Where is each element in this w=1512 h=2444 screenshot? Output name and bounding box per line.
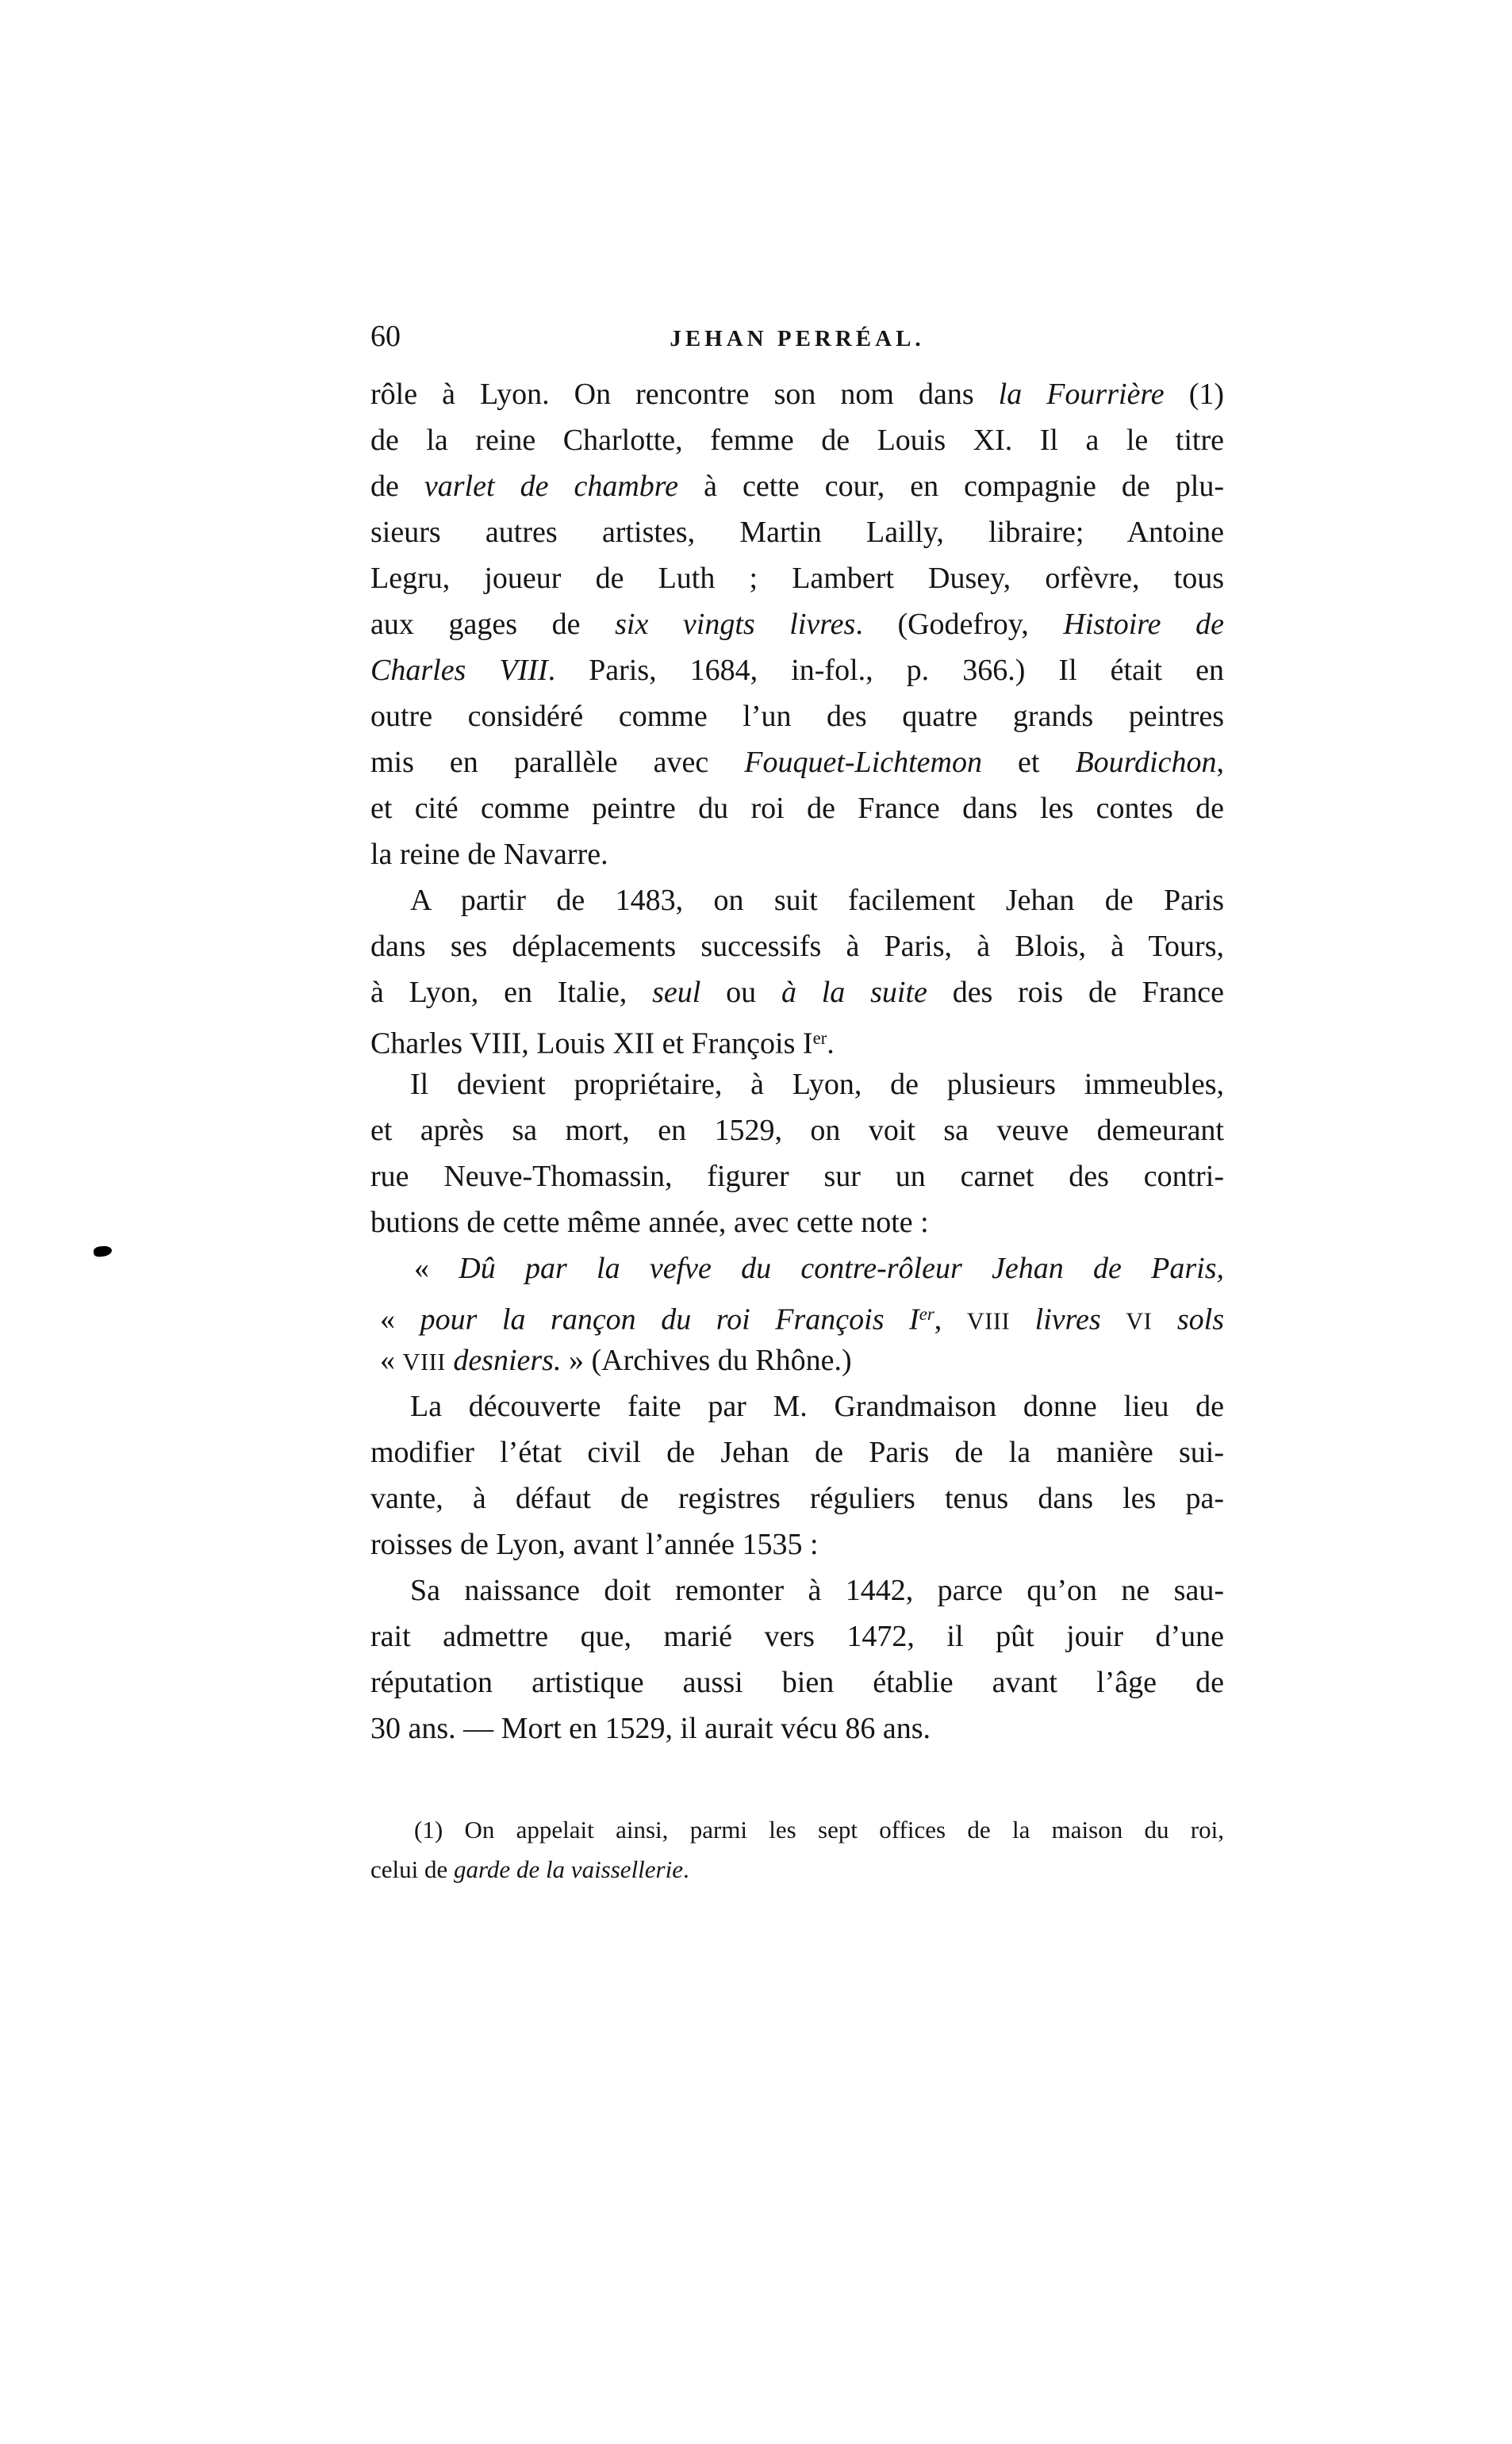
text-line	[370, 693, 1224, 739]
text-segment: VIII	[402, 1349, 446, 1375]
text-segment: sieurs autres artistes, Martin Lailly, libraire; Antoine	[370, 516, 1224, 549]
text-segment: aux gages de	[370, 608, 616, 641]
text-segment: outre considéré comme l’un des quatre grands peintres	[370, 700, 1224, 733]
text-line	[370, 877, 1224, 923]
text-line	[370, 1245, 1224, 1291]
text-segment: VI	[1126, 1307, 1153, 1335]
footnote	[370, 1810, 1224, 1890]
text-line	[370, 1429, 1224, 1475]
text-line	[370, 1659, 1224, 1705]
text-segment: rôle à Lyon. On rencontre son nom dans	[370, 378, 999, 411]
text-line	[370, 417, 1224, 463]
text-segment: er	[919, 1304, 934, 1324]
text-segment: de la reine Charlotte, femme de Louis XI. Il a le titre	[370, 424, 1224, 457]
text-line	[370, 1383, 1224, 1429]
text-line	[370, 1061, 1224, 1107]
text-segment: «	[414, 1252, 459, 1285]
ink-blot	[93, 1245, 112, 1257]
text-segment: roisses de Lyon, avant l’année 1535 :	[370, 1528, 819, 1561]
body-text	[370, 371, 1224, 1751]
text-segment: Bourdichon	[1075, 746, 1217, 779]
text-segment: Histoire de	[1063, 608, 1224, 641]
text-line	[370, 1850, 1224, 1890]
text-segment: et cité comme peintre du roi de France dans les contes de	[370, 792, 1224, 825]
text-segment: (1) On appelait ainsi, parmi les sept offices de la maison du roi,	[414, 1816, 1224, 1844]
text-segment: butions de cette même année, avec cette note :	[370, 1206, 929, 1239]
text-segment: .	[683, 1855, 689, 1883]
text-line	[370, 1567, 1224, 1613]
text-segment: 30 ans. — Mort en 1529, il aurait vécu 86 ans.	[370, 1712, 931, 1745]
text-segment: garde de la vaissellerie	[454, 1855, 683, 1883]
text-segment: ,	[934, 1303, 967, 1337]
text-segment: modifier l’état civil de Jehan de Paris de la manière sui-	[370, 1436, 1224, 1469]
text-segment: A partir de 1483, on suit facilement Jehan de Paris	[410, 884, 1224, 917]
text-segment: rait admettre que, marié vers 1472, il pût jouir d’une	[370, 1620, 1224, 1653]
text-segment: Sa naissance doit remonter à 1442, parce qu’on ne sau-	[410, 1574, 1224, 1607]
text-segment: la reine de Navarre.	[370, 838, 608, 871]
text-segment: . Paris, 1684, in-fol., p. 366.) Il était en	[547, 654, 1224, 687]
text-segment: et après sa mort, en 1529, on voit sa veuve demeurant	[370, 1114, 1224, 1147]
text-segment: ou	[700, 976, 781, 1009]
text-segment: . (Godefroy,	[855, 608, 1064, 641]
text-line	[370, 1015, 1224, 1061]
text-line	[370, 509, 1224, 555]
text-line	[370, 1705, 1224, 1751]
text-segment: six vingts livres	[615, 608, 856, 641]
text-segment: Il devient propriétaire, à Lyon, de plusieurs immeubles,	[410, 1068, 1224, 1101]
text-segment: varlet de chambre	[424, 470, 679, 503]
text-segment	[1101, 1303, 1126, 1336]
text-line	[370, 371, 1224, 417]
text-line	[370, 969, 1224, 1015]
text-segment: Fouquet-Lichtemon	[744, 746, 982, 779]
text-line	[370, 1810, 1224, 1850]
text-line	[370, 463, 1224, 509]
text-segment	[446, 1344, 454, 1377]
text-segment: et	[981, 746, 1076, 779]
text-line	[370, 1475, 1224, 1521]
text-line	[370, 1613, 1224, 1659]
text-line	[370, 601, 1224, 647]
text-segment: dans ses déplacements successifs à Paris, à Blois, à Tours,	[370, 930, 1224, 963]
text-segment: Charles VIII, Louis XII et François I	[370, 1026, 813, 1061]
text-segment: à Lyon, en Italie,	[370, 976, 653, 1009]
text-segment: sols	[1176, 1303, 1224, 1337]
text-segment: ,	[1216, 746, 1224, 779]
text-segment: à cette cour, en compagnie de plu-	[678, 470, 1224, 503]
text-segment: Dû par la vefve du contre-rôleur Jehan de Paris,	[459, 1252, 1224, 1285]
text-segment: pour la rançon du roi François I	[420, 1303, 919, 1337]
text-line	[370, 739, 1224, 785]
text-segment: «	[380, 1303, 420, 1337]
text-segment: Charles VIII	[370, 654, 548, 687]
text-line	[370, 1337, 1224, 1383]
text-segment: réputation artistique aussi bien établie avant l’âge de	[370, 1666, 1224, 1699]
text-line	[370, 923, 1224, 969]
text-line	[370, 1153, 1224, 1199]
text-segment: mis en parallèle avec	[370, 746, 745, 779]
text-segment: (1)	[1164, 378, 1224, 411]
text-segment: er	[812, 1028, 827, 1048]
text-line	[370, 785, 1224, 831]
text-segment: » (Archives du Rhône.)	[561, 1344, 852, 1377]
text-segment	[1010, 1303, 1035, 1336]
text-segment: livres	[1034, 1303, 1101, 1337]
text-segment: vante, à défaut de registres réguliers tenus dans les pa-	[370, 1482, 1224, 1515]
text-segment: Legru, joueur de Luth ; Lambert Dusey, orfèvre, tous	[370, 562, 1224, 595]
text-segment	[1152, 1303, 1177, 1336]
text-segment: celui de	[370, 1855, 455, 1883]
page-number: 60	[370, 320, 401, 353]
text-segment: La découverte faite par M. Grandmaison donne lieu de	[410, 1390, 1224, 1423]
text-line	[370, 831, 1224, 877]
text-segment: «	[380, 1344, 403, 1377]
text-segment: la Fourrière	[998, 378, 1165, 411]
text-segment: desniers.	[453, 1344, 562, 1377]
text-segment: rue Neuve-Thomassin, figurer sur un carnet des contri-	[370, 1160, 1224, 1193]
text-line	[370, 555, 1224, 601]
text-segment: seul	[652, 976, 701, 1009]
text-segment: de	[370, 470, 424, 503]
text-line	[370, 1521, 1224, 1567]
text-line	[370, 647, 1224, 693]
text-line	[370, 1107, 1224, 1153]
text-segment: à la suite	[781, 976, 927, 1009]
text-segment: .	[827, 1026, 835, 1061]
text-line	[370, 1291, 1224, 1337]
running-header: JEHAN PERRÉAL.	[670, 326, 925, 351]
text-line	[370, 1199, 1224, 1245]
text-segment: VIII	[966, 1307, 1011, 1335]
text-segment: des rois de France	[927, 976, 1224, 1009]
